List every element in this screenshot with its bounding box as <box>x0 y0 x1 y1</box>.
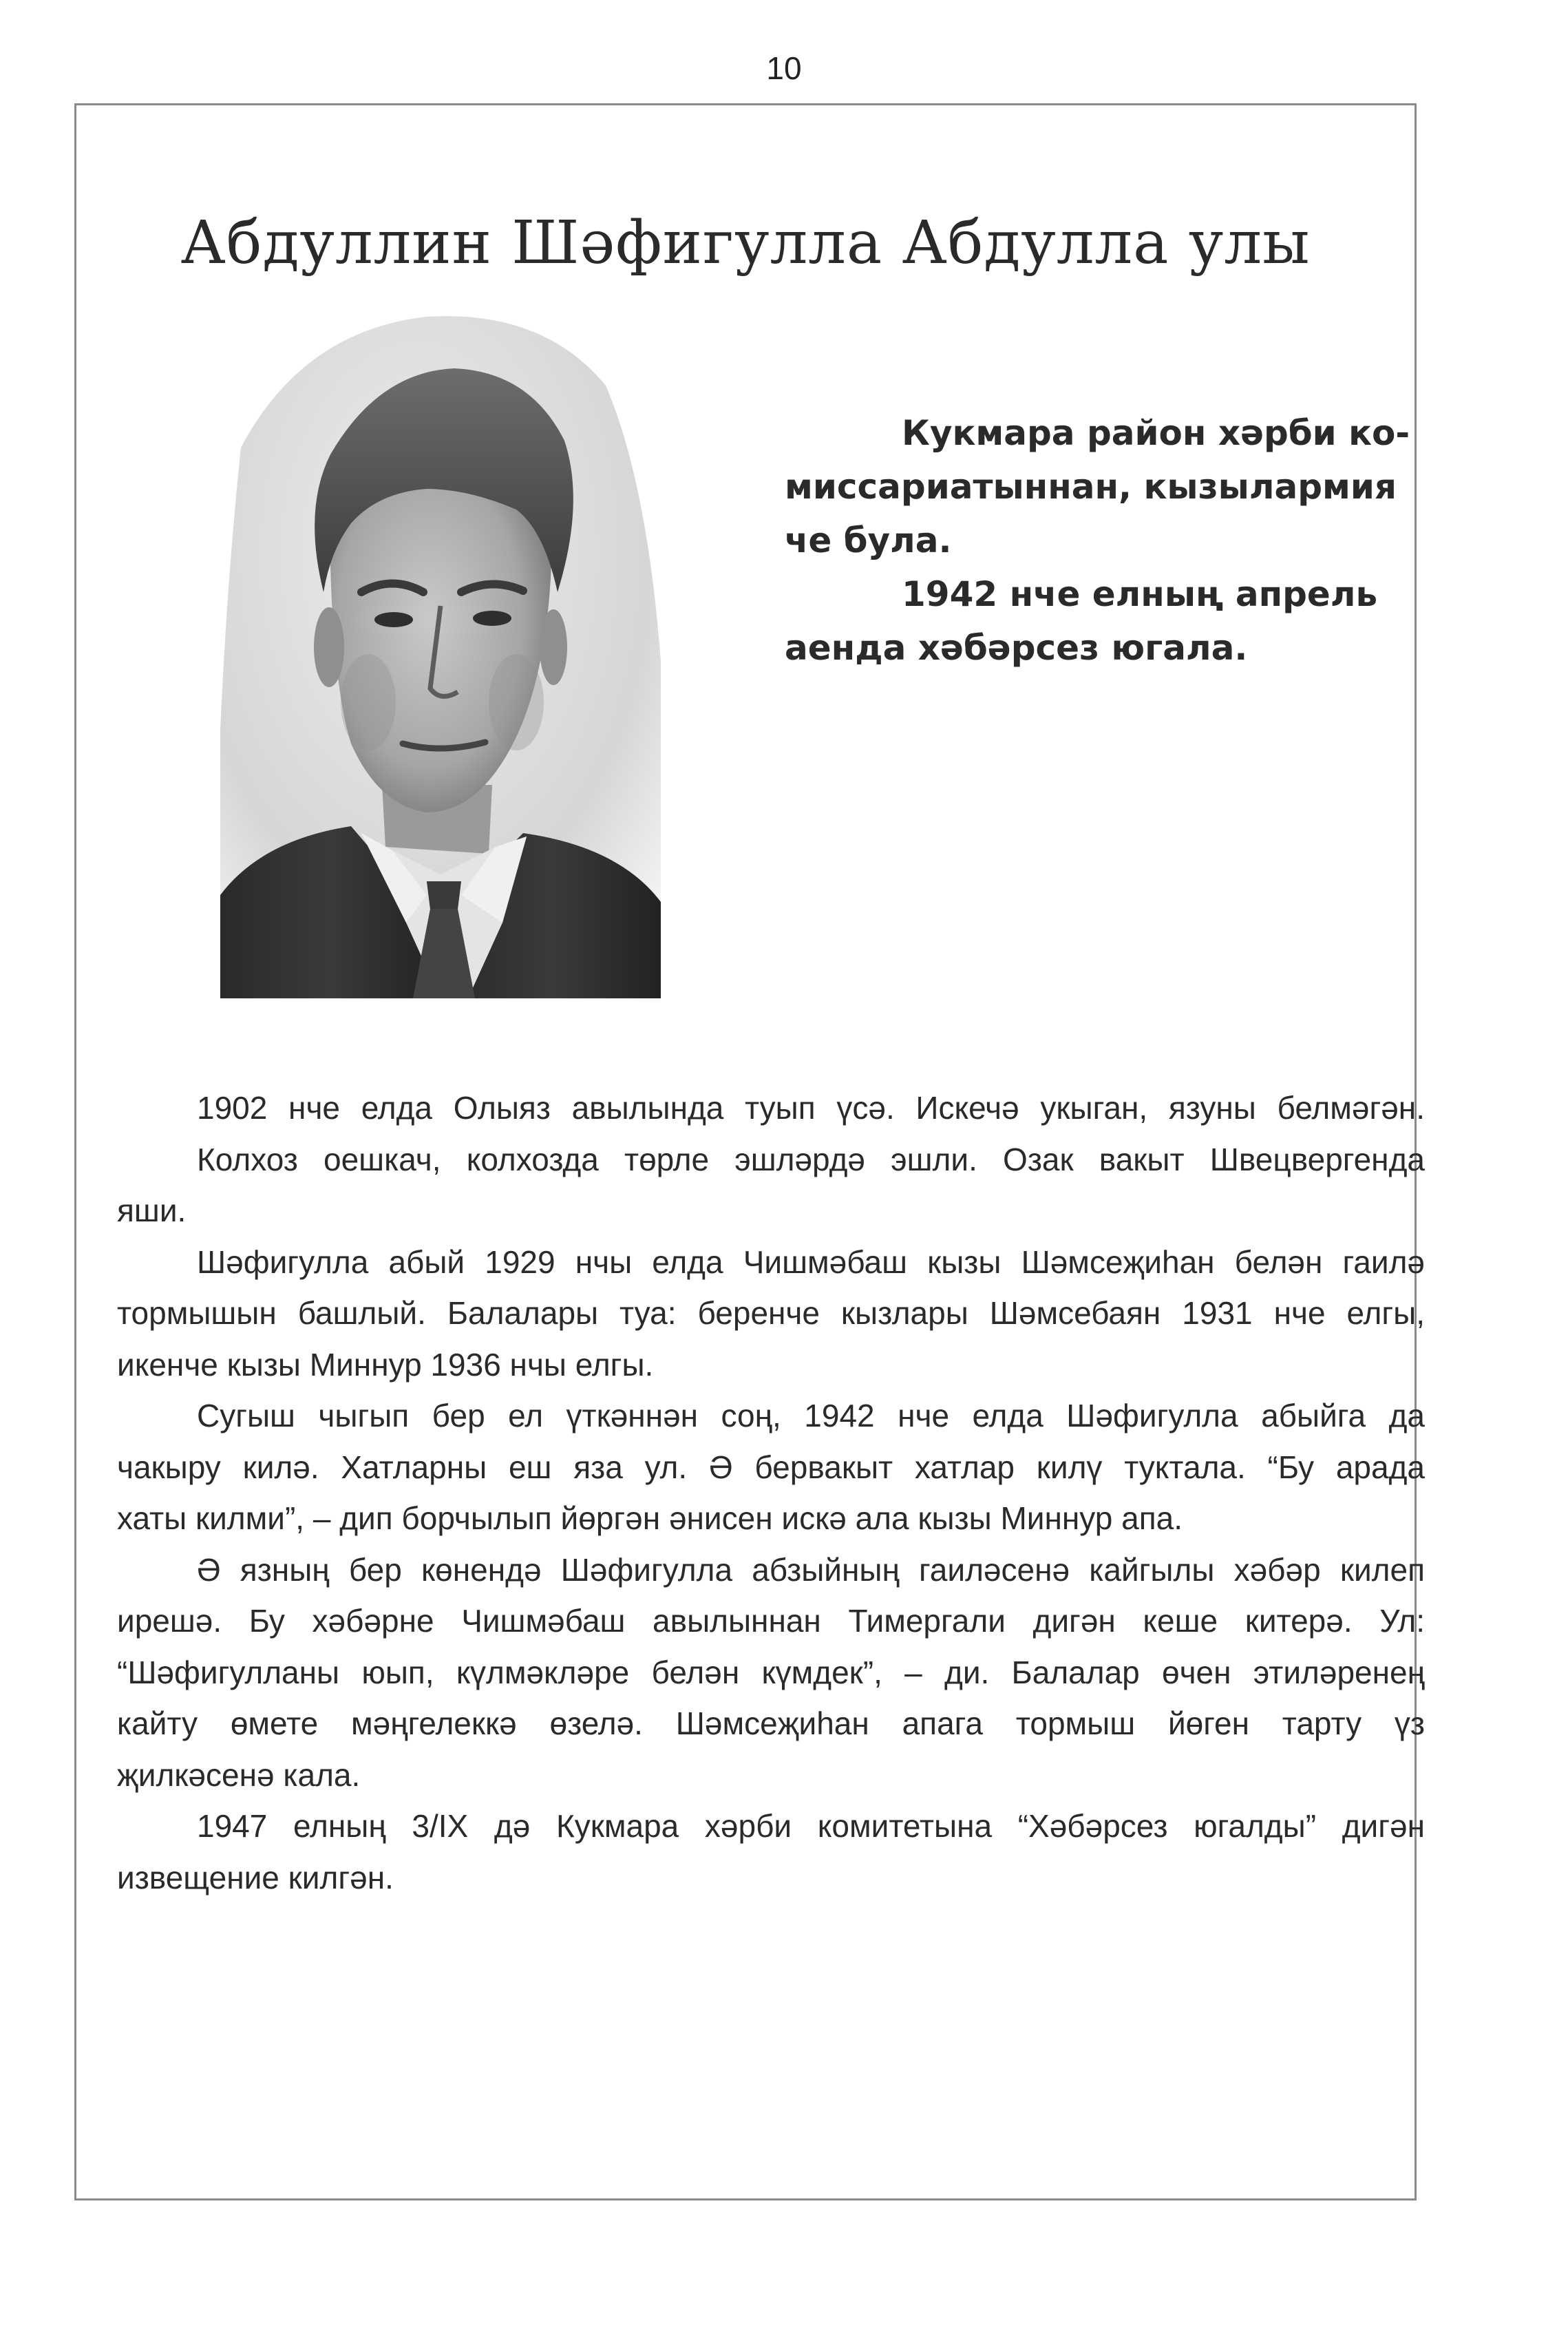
body-line: Колхоз оешкач, колхозда төрле эшләрдә эшли. Озак вакыт Швецвергенда <box>197 1141 1425 1177</box>
summary-line: миссариатыннан, кызылармия <box>785 467 1397 507</box>
body-line: Ә язның бер көнендә Шәфигулла абзыйның гаиләсенә кайгылы хәбәр килеп <box>197 1551 1425 1588</box>
body-line: тормышын башлый. Балалары туа: беренче кызлары Шәмсебаян 1931 нче елгы, <box>117 1295 1425 1331</box>
summary-line: че була. <box>785 521 952 560</box>
summary-line: Кукмара район хәрби ко- <box>902 413 1410 453</box>
page-number: 10 <box>766 50 802 86</box>
biography-text <box>117 1082 1425 1903</box>
body-line: 1902 нче елда Олыяз авылында туып үсә. Искечә укыган, язуны белмәгән. <box>197 1090 1425 1126</box>
page-title: Абдуллин Шәфигулла Абдулла улы <box>180 208 1311 277</box>
body-line: Шәфигулла абый 1929 нчы елда Чишмәбаш кызы Шәмсеҗиһан белән гаилә <box>197 1243 1425 1280</box>
body-line: 1947 елның 3/IX дә Кукмара хәрби комитетына “Хәбәрсез югалды” дигән <box>197 1808 1425 1844</box>
summary-line: 1942 нче елның апрель <box>902 574 1378 614</box>
body-line: хаты килми”, – дип борчылып йөргән әнисен искә ала кызы Миннур апа. <box>117 1500 1183 1536</box>
summary-line: аенда хәбәрсез югала. <box>785 628 1248 668</box>
service-summary <box>785 406 1418 675</box>
body-line: икенче кызы Миннур 1936 нчы елгы. <box>117 1346 654 1383</box>
body-line: җилкәсенә кала. <box>117 1756 361 1793</box>
body-line: чакыру килә. Хатларны еш яза ул. Ә бервакыт хатлар килү туктала. “Бу арада <box>117 1449 1425 1485</box>
body-line: Сугыш чыгып бер ел үткәннән соң, 1942 нче елда Шәфигулла абыйга да <box>197 1398 1425 1433</box>
body-line: “Шәфигулланы юып, күлмәкләре белән күмдек”, – ди. Балалар өчен этиләренең <box>117 1654 1425 1690</box>
body-line: кайту өмете мәңгелеккә өзелә. Шәмсеҗиһан апага тормыш йөген тарту үз <box>117 1705 1425 1741</box>
body-line: яши. <box>117 1193 187 1228</box>
body-line: ирешә. Бу хәбәрне Чишмәбаш авылыннан Тимергали дигән кеше китерә. Ул: <box>117 1603 1425 1639</box>
portrait-photo <box>220 303 661 998</box>
body-line: извещение килгән. <box>117 1859 394 1895</box>
